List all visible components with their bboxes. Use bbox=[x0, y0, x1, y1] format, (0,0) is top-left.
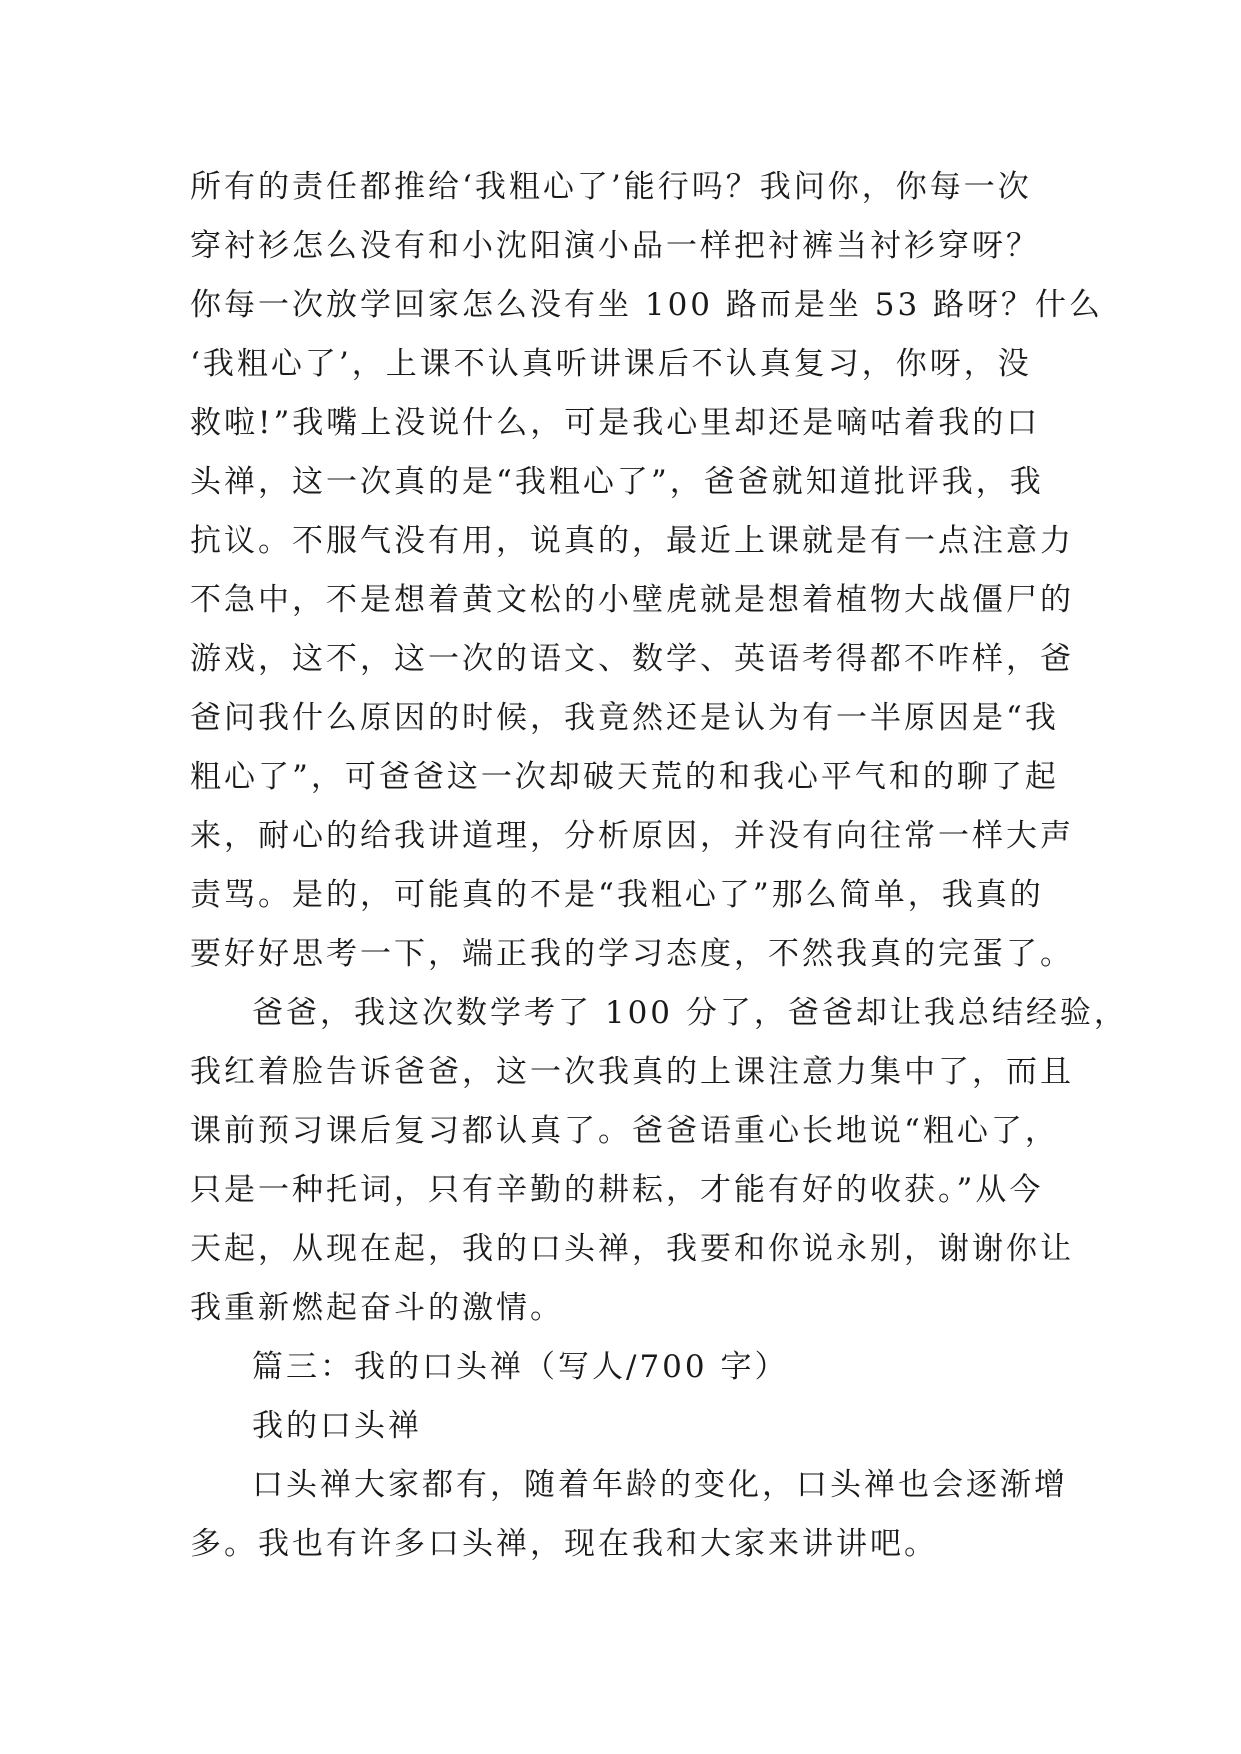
text-line: 救啦!”我嘴上没说什么，可是我心里却还是嘀咕着我的口 bbox=[190, 405, 1041, 441]
text-line: 篇三：我的口头禅（写人/700 字） bbox=[252, 1349, 789, 1385]
text-line: 我的口头禅 bbox=[252, 1408, 422, 1444]
text-line: 我红着脸告诉爸爸，这一次我真的上课注意力集中了，而且 bbox=[190, 1054, 1074, 1090]
text-line: 我重新燃起奋斗的激情。 bbox=[190, 1290, 564, 1326]
text-line: 责骂。是的，可能真的不是“我粗心了”那么简单，我真的 bbox=[190, 877, 1044, 913]
text-line: 爸爸，我这次数学考了 100 分了，爸爸却让我总结经验， bbox=[252, 995, 1128, 1031]
text-line: 来，耐心的给我讲道理，分析原因，并没有向往常一样大声 bbox=[190, 818, 1074, 854]
text-line: 不急中，不是想着黄文松的小壁虎就是想着植物大战僵尸的 bbox=[190, 582, 1074, 618]
text-line: 所有的责任都推给‘我粗心了’能行吗？我问你，你每一次 bbox=[190, 169, 1032, 205]
text-line: 天起，从现在起，我的口头禅，我要和你说永别，谢谢你让 bbox=[190, 1231, 1074, 1267]
text-line: 口头禅大家都有，随着年龄的变化，口头禅也会逐渐增 bbox=[252, 1467, 1068, 1503]
text-line: 多。我也有许多口头禅，现在我和大家来讲讲吧。 bbox=[190, 1526, 938, 1562]
text-line: 爸问我什么原因的时候，我竟然还是认为有一半原因是“我 bbox=[190, 700, 1059, 736]
body-text bbox=[190, 158, 1128, 1574]
text-line: ‘我粗心了’，上课不认真听讲课后不认真复习，你呀，没 bbox=[190, 346, 1032, 382]
text-line: 只是一种托词，只有辛勤的耕耘，才能有好的收获。”从今 bbox=[190, 1172, 1044, 1208]
text-line: 穿衬衫怎么没有和小沈阳演小品一样把衬裤当衬衫穿呀？ bbox=[190, 228, 1040, 264]
text-line: 游戏，这不，这一次的语文、数学、英语考得都不咋样，爸 bbox=[190, 641, 1074, 677]
text-line: 粗心了”，可爸爸这一次却破天荒的和我心平气和的聊了起 bbox=[190, 759, 1059, 795]
text-line: 抗议。不服气没有用，说真的，最近上课就是有一点注意力 bbox=[190, 523, 1074, 559]
text-line: 头禅，这一次真的是“我粗心了”，爸爸就知道批评我，我 bbox=[190, 464, 1044, 500]
text-line: 要好好思考一下，端正我的学习态度，不然我真的完蛋了。 bbox=[190, 936, 1074, 972]
text-line: 课前预习课后复习都认真了。爸爸语重心长地说“粗心了， bbox=[190, 1113, 1059, 1149]
text-line: 你每一次放学回家怎么没有坐 100 路而是坐 53 路呀？什么 bbox=[190, 287, 1104, 323]
